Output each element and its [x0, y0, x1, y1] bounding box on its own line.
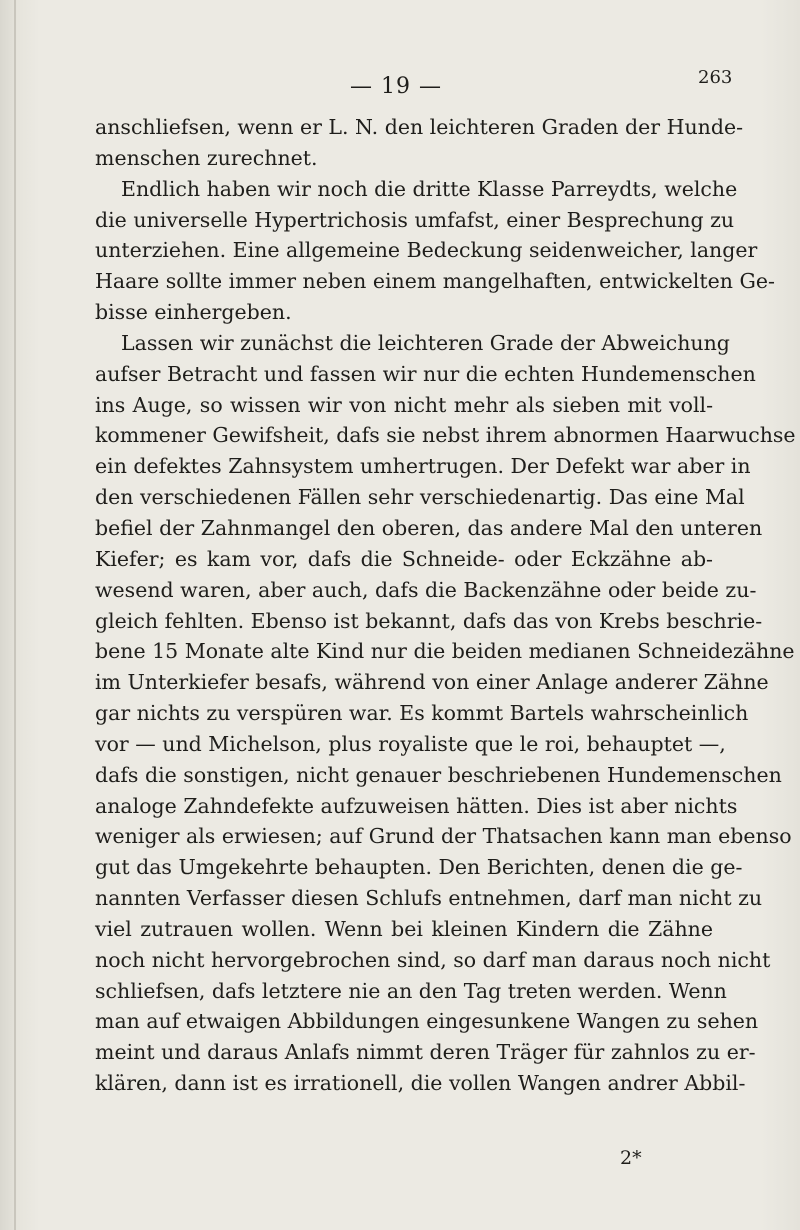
text-line: gut das Umgekehrte behaupten. Den Berichten, denen die ge- — [95, 855, 743, 880]
page-gutter-edge — [14, 0, 16, 1230]
text-line: gleich fehlten. Ebenso ist bekannt, dafs das von Krebs beschrie- — [95, 608, 763, 633]
body-text — [95, 112, 796, 1099]
text-line: wesend waren, aber auch, dafs die Backenzähne oder beide zu- — [95, 577, 757, 602]
text-line: noch nicht hervorgebrochen sind, so darf man daraus noch nicht — [95, 947, 771, 972]
page-number: — 19 — — [350, 74, 442, 99]
text-line: kommener Gewifsheit, dafs sie nebst ihrem abnormen Haarwuchse — [95, 423, 796, 448]
text-line: analoge Zahndefekte aufzuweisen hätten. Dies ist aber nichts — [95, 793, 738, 818]
text-line: bisse einhergeben. — [95, 300, 292, 325]
text-line: die universelle Hypertrichosis umfafst, einer Besprechung zu — [95, 207, 735, 232]
text-line: ins Auge, so wissen wir von nicht mehr als sieben mit voll- — [95, 392, 713, 417]
text-line: ein defektes Zahnsystem umhertrugen. Der Defekt war aber in — [95, 454, 751, 479]
text-line: im Unterkiefer besafs, während von einer Anlage anderer Zähne — [95, 670, 769, 695]
text-line: schliefsen, dafs letztere nie an den Tag treten werden. Wenn — [95, 978, 727, 1003]
text-line: unterziehen. Eine allgemeine Bedeckung seidenweicher, langer — [95, 238, 758, 263]
text-line: Lassen wir zunächst die leichteren Grade der Abweichung — [121, 330, 730, 355]
text-line: befiel der Zahnmangel den oberen, das andere Mal den unteren — [95, 515, 763, 540]
text-line: gar nichts zu verspüren war. Es kommt Bartels wahrscheinlich — [95, 701, 749, 726]
text-line: meint und daraus Anlafs nimmt deren Träger für zahnlos zu er- — [95, 1040, 756, 1065]
signature-mark: 2* — [620, 1147, 642, 1169]
text-line: dafs die sonstigen, nicht genauer beschriebenen Hundemenschen — [95, 762, 782, 787]
text-line: bene 15 Monate alte Kind nur die beiden medianen Schneidezähne — [95, 639, 795, 664]
text-line: Kiefer; es kam vor, dafs die Schneide- oder Eckzähne ab- — [95, 546, 713, 571]
text-line: aufser Betracht und fassen wir nur die echten Hundemenschen — [95, 361, 756, 386]
text-line: menschen zurechnet. — [95, 145, 318, 170]
text-line: man auf etwaigen Abbildungen eingesunkene Wangen zu sehen — [95, 1009, 759, 1034]
text-line: nannten Verfasser diesen Schlufs entnehmen, darf man nicht zu — [95, 886, 763, 911]
text-line: klären, dann ist es irrationell, die vollen Wangen andrer Abbil- — [95, 1071, 746, 1096]
text-line: Endlich haben wir noch die dritte Klasse Parreydts, welche — [121, 176, 738, 201]
text-line: den verschiedenen Fällen sehr verschiedenartig. Das eine Mal — [95, 485, 745, 510]
text-line: Haare sollte immer neben einem mangelhaften, entwickelten Ge- — [95, 269, 775, 294]
text-line: viel zutrauen wollen. Wenn bei kleinen Kindern die Zähne — [95, 916, 713, 941]
text-line: anschliefsen, wenn er L. N. den leichteren Graden der Hunde- — [95, 115, 744, 139]
text-line: vor — und Michelson, plus royaliste que le roi, behauptet —, — [95, 731, 726, 756]
text-line: weniger als erwiesen; auf Grund der Thatsachen kann man ebenso — [95, 824, 792, 849]
corner-page-number: 263 — [698, 67, 733, 88]
